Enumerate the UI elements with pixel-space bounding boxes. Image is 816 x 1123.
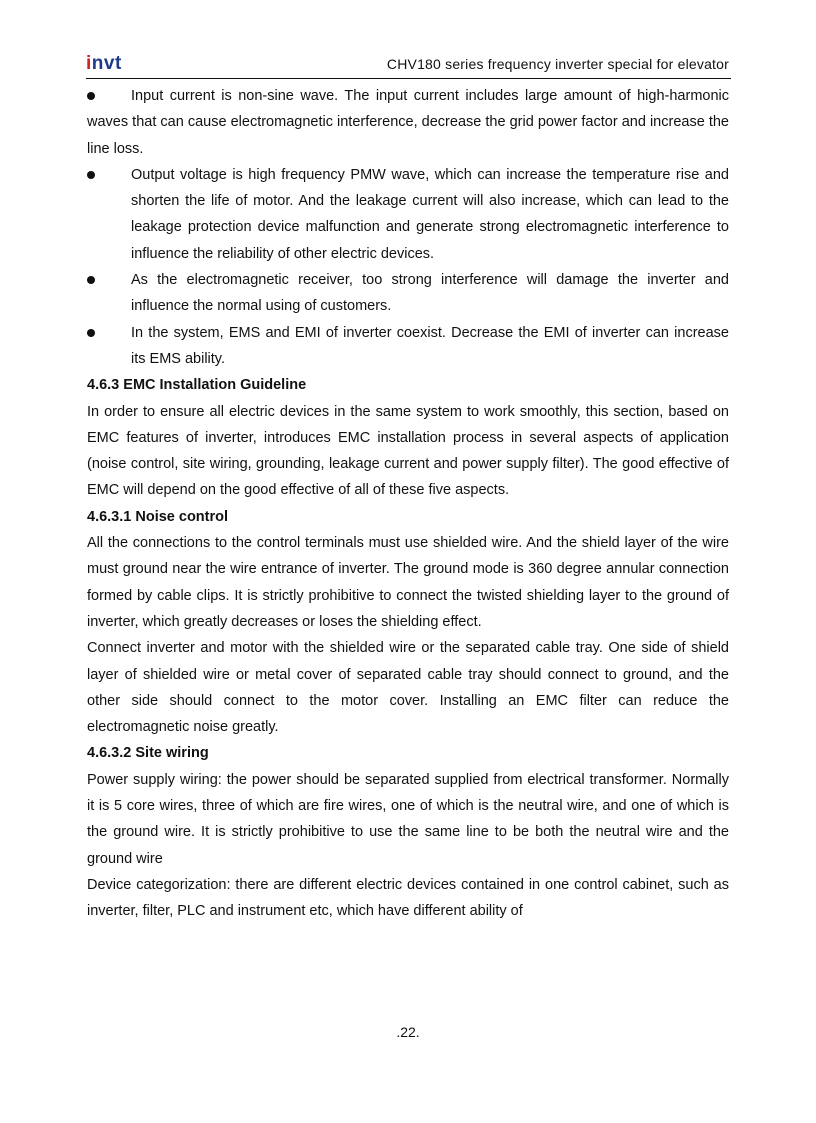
noise-control-paragraph-2: Connect inverter and motor with the shielded wire or the separated cable tray. One side of shield layer of shielded wire or metal cover of separated cable tray should connect to ground, and the other side should connect to the motor cover. Installing an EMC filter can reduce the electromagnetic noise greatly. <box>87 640 729 736</box>
bullet-dot-icon <box>87 171 95 179</box>
site-wiring-paragraph-2: Device categorization: there are different electric devices contained in one control cabinet, such as inverter, filter, PLC and instrument etc, which have different ability of <box>87 876 729 920</box>
bullet-item <box>87 267 729 320</box>
bullet-text: Input current is non-sine wave. The input current includes large amount of high-harmonic waves that can cause electromagnetic interference, decrease the grid power factor and increase the line loss. <box>87 88 729 157</box>
noise-control-paragraph-1: All the connections to the control terminals must use shielded wire. And the shield layer of the wire must ground near the wire entrance of inverter. The ground mode is 360 degree annular connection formed by cable clips. It is strictly prohibitive to connect the twisted shielding layer to the ground of inverter, which greatly decreases or loses the shielding effect. <box>87 535 729 630</box>
header-title: CHV180 series frequency inverter special for elevator <box>386 56 729 72</box>
bullet-dot-icon <box>87 329 95 337</box>
bullet-item <box>87 83 729 162</box>
logo-letter-i: i <box>86 53 92 74</box>
invt-logo <box>86 54 122 74</box>
site-wiring-paragraph-1: Power supply wiring: the power should be separated supplied from electrical transformer. Normally it is 5 core wires, three of which are fire wires, one of which is the neutral wire, and one of which is the ground wire. It is strictly prohibitive to use the same line to be both the neutral wire and the ground wire <box>87 771 729 867</box>
section-463-paragraph: In order to ensure all electric devices in the same system to work smoothly, this section, based on EMC features of inverter, introduces EMC installation process in several aspects of application (noise control, site wiring, grounding, leakage current and power supply filter). The good effective of EMC will depend on the good effective of all of these five aspects. <box>87 403 729 499</box>
section-heading-4631: 4.6.3.1 Noise control <box>87 508 229 525</box>
bullet-text: In the system, EMS and EMI of inverter coexist. Decrease the EMI of inverter can increase its EMS ability. <box>131 324 729 367</box>
logo-letters-nvt: nvt <box>91 53 122 74</box>
bullet-item <box>87 162 729 267</box>
bullet-item <box>87 320 729 373</box>
page-content <box>87 83 729 925</box>
section-heading-463: 4.6.3 EMC Installation Guideline <box>87 377 307 394</box>
bullet-dot-icon <box>87 92 95 100</box>
page-header <box>86 50 731 79</box>
page-number: .22. <box>396 1024 420 1040</box>
section-heading-4632: 4.6.3.2 Site wiring <box>87 745 209 762</box>
bullet-text: Output voltage is high frequency PMW wave, which can increase the temperature rise and shorten the life of motor. And the leakage current will also increase, which can lead to the leakage protection device malfunction and generate strong electromagnetic interference to influence the reliability of other electric devices. <box>131 166 729 262</box>
bullet-text: As the electromagnetic receiver, too strong interference will damage the inverter and influence the normal using of customers. <box>131 272 729 315</box>
